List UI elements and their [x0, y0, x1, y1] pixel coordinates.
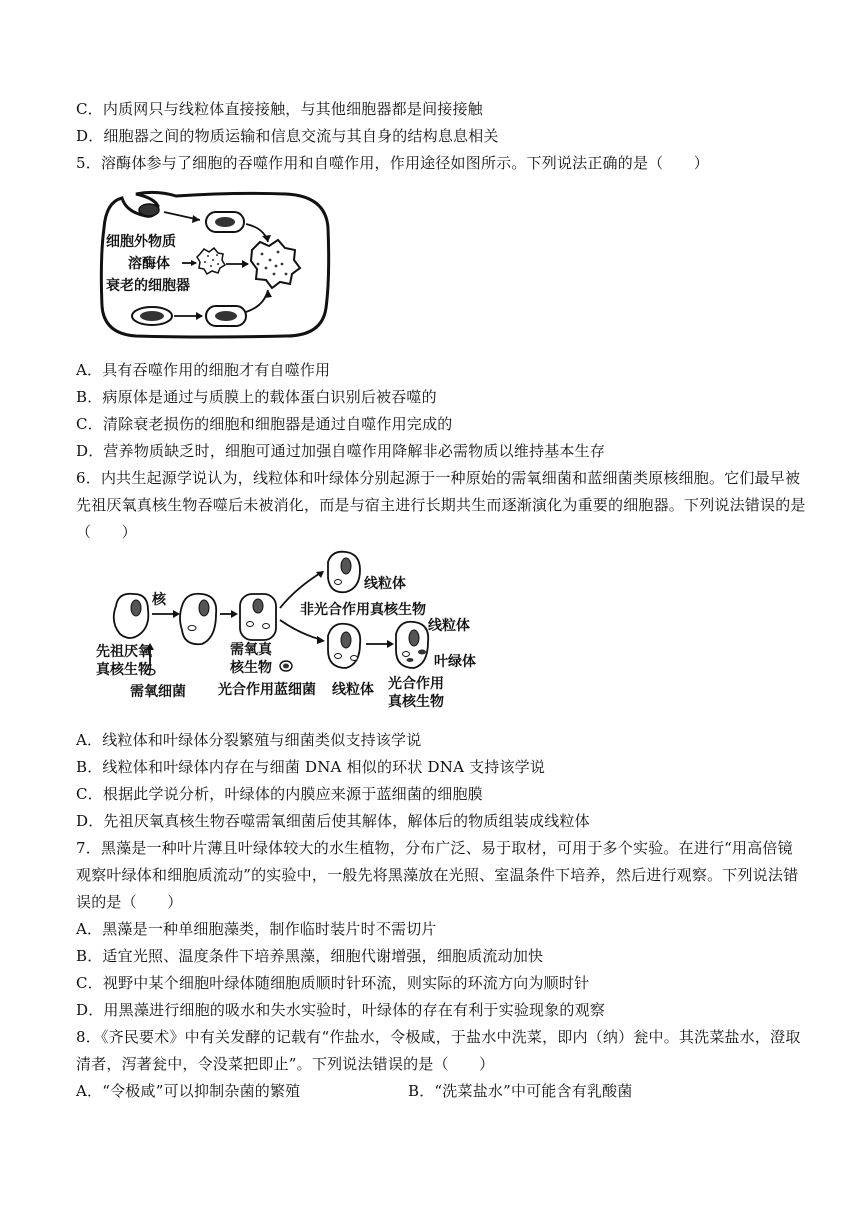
- q4-option-c: C．内质网只与线粒体直接接触，与其他细胞器都是间接接触: [76, 100, 483, 118]
- q7-stem-line3: 误的是（ ）: [76, 893, 183, 911]
- q6-label-nucleus: 核: [152, 592, 166, 608]
- q8-option-a: A．“令极咸”可以抑制杂菌的繁殖: [76, 1082, 301, 1100]
- q5-lysosome-figure: [96, 188, 332, 340]
- q6-label-mito-top: 线粒体: [364, 576, 406, 592]
- q6-option-c: C．根据此学说分析，叶绿体的内膜应来源于蓝细菌的细胞膜: [76, 785, 483, 803]
- q5-option-a: A．具有吞噬作用的细胞才有自噬作用: [76, 361, 331, 379]
- q6-endosymbiosis-figure: [96, 548, 488, 712]
- q6-label-aerobic-euk-2: 核生物: [230, 660, 272, 676]
- q6-label-photo-2: 真核生物: [388, 694, 444, 710]
- q4-option-d: D．细胞器之间的物质运输和信息交流与其自身的结构息息相关: [76, 127, 499, 145]
- q5-stem: 5．溶酶体参与了细胞的吞噬作用和自噬作用，作用途径如图所示。下列说法正确的是（ ）: [76, 154, 709, 172]
- q6-label-mito-right: 线粒体: [428, 618, 470, 634]
- q8-stem-line1: 8．《齐民要术》中有关发酵的记载有“作盐水，令极咸，于盐水中洗菜，即内（纳）瓮中。其洗菜盐水，澄取: [76, 1028, 801, 1046]
- q6-option-b: B．线粒体和叶绿体内存在与细菌 DNA 相似的环状 DNA 支持该学说: [76, 758, 546, 776]
- q8-stem-line2: 清者，泻著瓮中，令没菜把即止”。下列说法错误的是（ ）: [76, 1055, 495, 1073]
- q6-label-aerobic: 需氧细菌: [130, 684, 186, 700]
- q6-label-cyano: 光合作用蓝细菌: [218, 682, 316, 698]
- q5-label-external: 细胞外物质: [106, 234, 176, 250]
- q6-stem-line3: （ ）: [76, 523, 137, 541]
- q5-option-d: D．营养物质缺乏时，细胞可通过加强自噬作用降解非必需物质以维持基本生存: [76, 442, 606, 460]
- q7-option-c: C．视野中某个细胞叶绿体随细胞质顺时针环流，则实际的环流方向为顺时针: [76, 974, 590, 992]
- q6-label-mito-bottom: 线粒体: [332, 682, 374, 698]
- q5-option-c: C．清除衰老损伤的细胞和细胞器是通过自噬作用完成的: [76, 415, 453, 433]
- q5-label-aging: 衰老的细胞器: [106, 278, 190, 294]
- q5-label-lysosome: 溶酶体: [128, 256, 170, 272]
- q6-stem-line2: 先祖厌氧真核生物吞噬后未被消化，而是与宿主进行长期共生而逐渐演化为重要的细胞器。下列说法错误的是: [76, 496, 806, 514]
- q6-option-a: A．线粒体和叶绿体分裂繁殖与细菌类似支持该学说: [76, 731, 422, 749]
- q6-label-nonphoto: 非光合作用真核生物: [300, 602, 426, 618]
- q6-option-d: D．先祖厌氧真核生物吞噬需氧细菌后使其解体，解体后的物质组装成线粒体: [76, 812, 590, 830]
- q6-label-chloro: 叶绿体: [434, 654, 476, 670]
- q8-option-b: B．“洗菜盐水”中可能含有乳酸菌: [408, 1082, 633, 1100]
- q6-label-aerobic-euk-1: 需氧真: [230, 642, 272, 658]
- q7-option-d: D．用黑藻进行细胞的吸水和失水实验时，叶绿体的存在有利于实验现象的观察: [76, 1001, 606, 1019]
- q5-option-b: B．病原体是通过与质膜上的载体蛋白识别后被吞噬的: [76, 388, 437, 406]
- q7-stem-line2: 观察叶绿体和细胞质流动”的实验中，一般先将黑藻放在光照、室温条件下培养，然后进行观察。下列说法错: [76, 866, 799, 884]
- q7-option-b: B．适宜光照、温度条件下培养黑藻，细胞代谢增强，细胞质流动加快: [76, 947, 544, 965]
- q6-label-ancestor-1: 先祖厌氧: [96, 644, 152, 660]
- q6-label-ancestor-2: 真核生物: [96, 662, 152, 678]
- q6-stem-line1: 6．内共生起源学说认为，线粒体和叶绿体分别起源于一种原始的需氧细菌和蓝细菌类原核细胞。它们最早被: [76, 469, 801, 487]
- q7-stem-line1: 7．黑藻是一种叶片薄且叶绿体较大的水生植物，分布广泛、易于取材，可用于多个实验。在进行“用高倍镜: [76, 839, 793, 857]
- q6-label-photo-1: 光合作用: [388, 676, 444, 692]
- q7-option-a: A．黑藻是一种单细胞藻类，制作临时装片时不需切片: [76, 920, 437, 938]
